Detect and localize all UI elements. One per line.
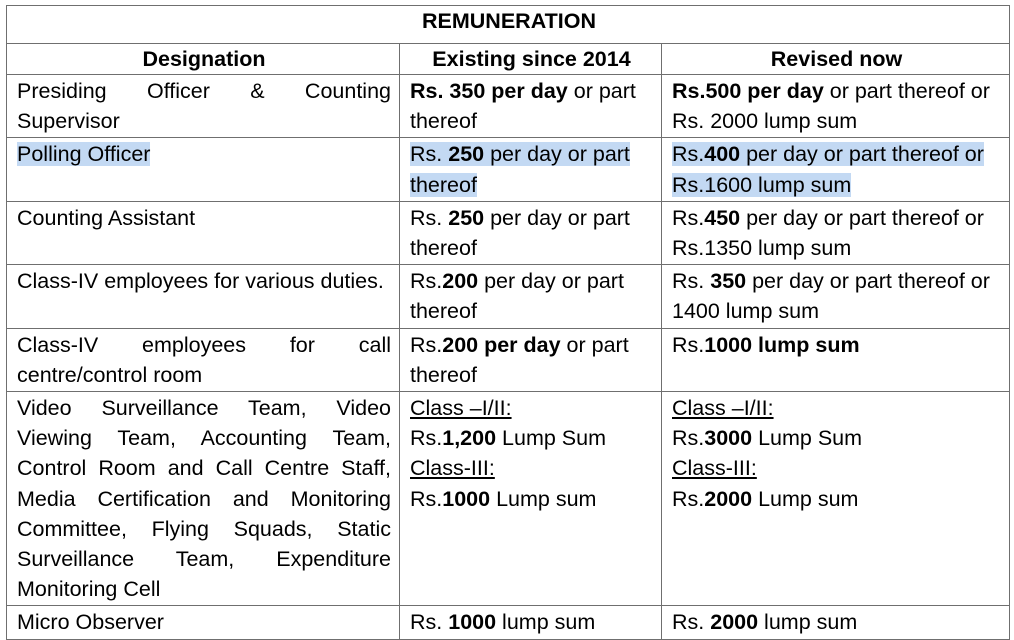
class-label: Class –I/II: [672,396,774,421]
revised-cell: Rs.500 per day or part thereof or Rs. 2000 lump sum [662,75,1010,138]
header-designation: Designation [7,44,400,75]
table-row [7,392,1010,606]
designation-cell: Video Surveillance Team, Video Viewing Team, Accounting Team, Control Room and Call Centre Staff, Media Certification and Monitoring Committee, Flying Squads, Static Surveillance Team, Expenditure Monitoring Cell [7,392,400,606]
existing-cell: Rs.200 per day or part thereof [400,328,662,391]
selected-text: Rs. 250 per day or part thereof [410,142,630,197]
title-row [7,6,1010,44]
header-revised: Revised now [662,44,1010,75]
revised-cell [662,392,1010,606]
class-label: Class-III: [410,456,495,481]
designation-cell: Class-IV employees for various duties. [7,265,400,328]
revised-cell: Rs. 350 per day or part thereof or 1400 lump sum [662,265,1010,328]
existing-cell: Rs. 1000 lump sum [400,606,662,639]
revised-cell: Rs.450 per day or part thereof or Rs.1350 lump sum [662,201,1010,264]
remuneration-table [6,5,1010,640]
table-row [7,328,1010,391]
selected-text: Rs.400 per day or part thereof or Rs.1600 lump sum [672,142,984,197]
designation-cell: Presiding Officer & Counting Supervisor [7,75,400,138]
header-existing: Existing since 2014 [400,44,662,75]
revised-cell [662,138,1010,201]
existing-cell: Rs. 250 per day or part thereof [400,201,662,264]
designation-cell [7,138,400,201]
table-row [7,75,1010,138]
table-title: REMUNERATION [7,6,1010,44]
class-amount: Rs.1000 Lump sum [410,486,597,511]
existing-cell: Rs. 350 per day or part thereof [400,75,662,138]
existing-cell: Rs.200 per day or part thereof [400,265,662,328]
selected-text: Polling Officer [17,142,151,167]
class-amount: Rs.3000 Lump Sum [672,426,863,451]
designation-cell: Micro Observer [7,606,400,639]
existing-cell [400,392,662,606]
class-label: Class –I/II: [410,396,512,421]
table-row [7,201,1010,264]
designation-cell: Counting Assistant [7,201,400,264]
designation-cell: Class-IV employees for call centre/control room [7,328,400,391]
header-row [7,44,1010,75]
revised-cell: Rs. 2000 lump sum [662,606,1010,639]
existing-cell [400,138,662,201]
class-label: Class-III: [672,456,757,481]
remuneration-table-wrapper [6,5,1009,640]
table-row-selected [7,138,1010,201]
class-amount: Rs.2000 Lump sum [672,486,859,511]
table-row [7,606,1010,639]
class-amount: Rs.1,200 Lump Sum [410,426,606,451]
revised-cell: Rs.1000 lump sum [662,328,1010,391]
table-row [7,265,1010,328]
